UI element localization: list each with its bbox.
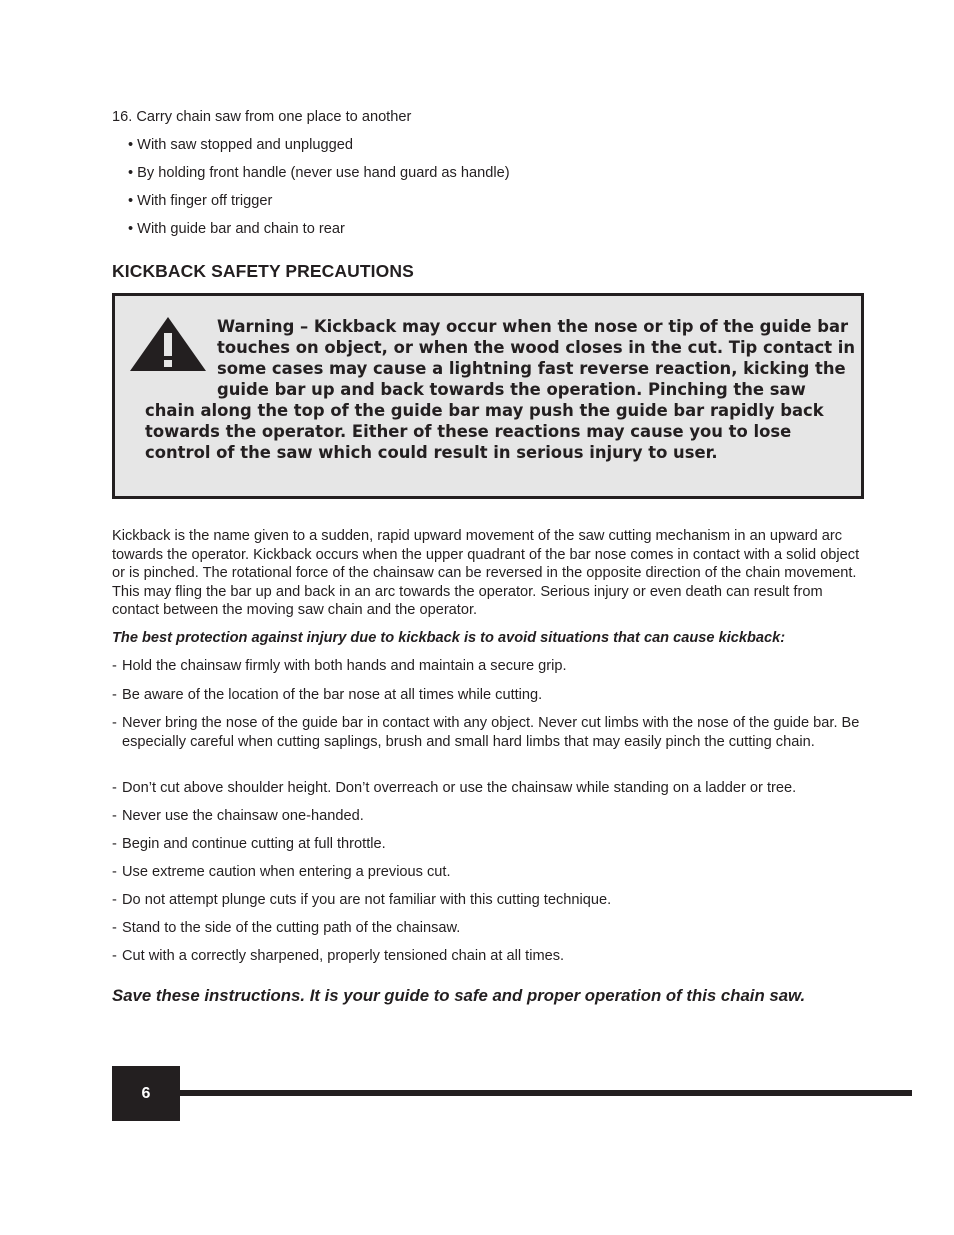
list-item: - Stand to the side of the cutting path of the chainsaw. [112,920,461,936]
list-item: - Don’t cut above shoulder height. Don’t overreach or use the chainsaw while standing on a ladder or tree. [112,780,797,796]
warning-text-block [145,316,857,463]
list-item: • By holding front handle (never use hand guard as handle) [128,165,510,181]
list-item: - Hold the chainsaw firmly with both hands and maintain a secure grip. [112,658,567,674]
list-item: - Begin and continue cutting at full throttle. [112,836,386,852]
closing-statement: Save these instructions. It is your guide to safe and proper operation of this chain saw. [112,986,806,1005]
kickback-description: Kickback is the name given to a sudden, rapid upward movement of the saw cutting mechanism in an upward arc towards the operator. Kickback occurs when the upper quadrant of the bar nose comes in contact with a solid object or is pinched. The rotational force of the chainsaw can be reversed in the opposite direction of the chain movement. This may fling the bar up and back in an arc towards the operator. Serious injury or even death can result from contact between the moving saw chain and the operator. [112,528,860,618]
list-item: - Be aware of the location of the bar nose at all times while cutting. [112,687,543,703]
list-item: • With finger off trigger [128,193,273,209]
warning-box [112,293,864,499]
page-number: 6 [112,1066,180,1121]
icon-spacer [145,316,217,400]
footer-rule [180,1090,912,1096]
list-item: - Never bring the nose of the guide bar in contact with any object. Never cut limbs with the nose of the guide bar. Be especially careful when cutting saplings, brush and small hard limbs that may easily pinch the cutting chain. [112,715,860,750]
list-item: - Cut with a correctly sharpened, properly tensioned chain at all times. [112,948,565,964]
section-16-heading: 16. Carry chain saw from one place to another [112,109,412,125]
list-item: - Do not attempt plunge cuts if you are not familiar with this cutting technique. [112,892,612,908]
section-title: KICKBACK SAFETY PRECAUTIONS [112,261,414,281]
list-item: - Never use the chainsaw one-handed. [112,808,364,824]
list-item: • With saw stopped and unplugged [128,137,353,153]
protection-heading: The best protection against injury due to kickback is to avoid situations that can cause kickback: [112,630,786,646]
warning-text: Warning – Kickback may occur when the nose or tip of the guide bar touches on object, or when the wood closes in the cut. Tip contact in some cases may cause a lightning fast reverse reaction, kicking the guide bar up and back towards the operation. Pinching the saw chain along the top of the guide bar may push the guide bar rapidly back towards the operator. Either of these reactions may cause you to lose control of the saw which could result in serious injury to user. [145,317,856,462]
list-item: • With guide bar and chain to rear [128,221,345,237]
list-item: - Use extreme caution when entering a previous cut. [112,864,451,880]
